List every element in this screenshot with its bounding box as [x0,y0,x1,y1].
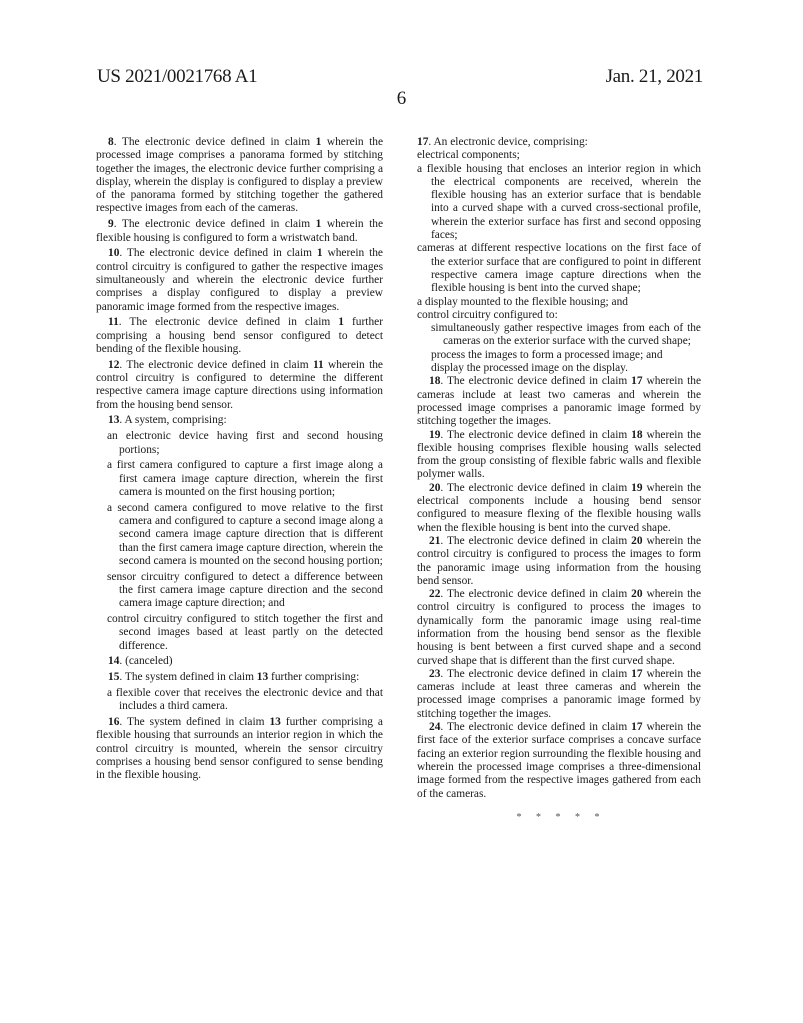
claim-18: 18. The electronic device defined in claim 17 wherein the cameras include at least two cameras and wherein the processed image comprises a panoramic image formed by stitching together the images. [417,375,701,428]
claim-23: 23. The electronic device defined in claim 17 wherein the cameras include at least three cameras and wherein the processed image comprises a panoramic image formed by stitching together the images. [417,667,701,720]
claim-22: 22. The electronic device defined in claim 20 wherein the control circuitry is configured to process the images to dynamically form the panoramic image using real-time information from the housing bend sensor as the flexible housing is bent between a first curved shape and a second curved shape that is different than the first curved shape. [417,588,701,667]
end-of-claims-marks: * * * * * [516,811,602,823]
claim-13-element: a first camera configured to capture a first image along a first camera image capture direction, wherein the first camera is mounted on the first housing portion; [107,459,383,498]
claim-17: 17. An electronic device, comprising: [417,136,588,148]
claim-13-element: sensor circuitry configured to detect a difference between the first camera image capture direction and the second camera image capture direction; and [107,570,383,610]
claim-13-element: control circuitry configured to stitch together the first and second images based at least partly on the detected difference. [107,613,383,652]
claim-14: 14. (canceled) [108,655,173,668]
claim-12: 12. The electronic device defined in claim 11 wherein the control circuitry is configured to determine the different respective camera image capture directions using information from the housing bend sensor. [96,358,383,411]
claim-17-element: a display mounted to the flexible housing; and [417,295,629,308]
claim-15: 15. The system defined in claim 13 further comprising: [108,671,360,684]
page-number: 6 [396,88,407,109]
claim-17-subelement: process the images to form a processed image; and [431,348,663,361]
claim-13-element: a second camera configured to move relative to the first camera and configured to capture a second image along a second camera image capture direction that is different than the first camera image capture direction, wherein the second camera is mounted on the second housing portion; [107,501,383,567]
claim-17-element: control circuitry configured to: [417,308,558,321]
claim-24: 24. The electronic device defined in claim 17 wherein the first face of the exterior surface comprises a concave surface facing an exterior region surrounding the flexible housing and wherein the processed image comprises a three-dimensional image formed from the respective images gathered from each of the cameras. [417,721,701,800]
claim-13: 13. A system, comprising: [108,414,227,427]
claim-9: 9. The electronic device defined in claim 1 wherein the flexible housing is configured to form a wristwatch band. [96,218,384,244]
claim-19: 19. The electronic device defined in claim 18 wherein the flexible housing comprises flexible housing walls selected from the group consisting of flexible fabric walls and flexible polymer walls. [417,428,701,481]
claim-17-subelement: display the processed image on the display. [431,362,628,375]
claims-column-right [417,136,701,824]
claim-21: 21. The electronic device defined in claim 20 wherein the control circuitry is configured to process the images to form the panoramic image using information from the housing bend sensor. [417,534,701,587]
header-date: Jan. 21, 2021 [605,66,703,87]
claim-10: 10. The electronic device defined in claim 1 wherein the control circuitry is configured to gather the respective images simultaneously and wherein the electronic device further comprises a display configured to display a preview panoramic image formed from the respective images. [96,247,383,313]
claim-20: 20. The electronic device defined in claim 19 wherein the electrical components include a housing bend sensor configured to measure flexing of the flexible housing walls when the flexible housing is bent into the curved shape. [417,481,701,534]
claim-17-element: a flexible housing that encloses an interior region in which the electrical components are received, wherein the flexible housing has an exterior surface that is bendable into a curved shape with a curved cross-sectional profile, wherein the exterior surface has first and second opposing faces; [417,162,701,242]
claim-17-element: cameras at different respective locations on the first face of the exterior surface that are configured to point in different respective camera image capture directions when the flexible housing is bent into the curved shape; [417,242,701,295]
claim-17-intro: electrical components; [417,149,520,162]
claim-13-element: an electronic device having first and second housing portions; [107,430,383,456]
claim-17-subelement: simultaneously gather respective images from each of the cameras on the exterior surface with the curved shape; [431,322,701,348]
claim-8: 8. The electronic device defined in claim 1 wherein the processed image comprises a panorama formed by stitching together the images, the electronic device further comprising a display, wherein the display is configured to display a preview of the panorama formed by stitching together the gathered respective images from each of the cameras. [96,136,384,215]
claim-15-element: a flexible cover that receives the electronic device and that includes a third camera. [107,687,383,713]
claim-16: 16. The system defined in claim 13 further comprising a flexible housing that surrounds an interior region in which the control circuitry is mounted, wherein the sensor circuitry comprises a housing bend sensor configured to sense bending in the flexible housing. [96,716,383,782]
header-publication-number: US 2021/0021768 A1 [97,66,258,87]
claims-column-left [96,136,383,785]
claim-11: 11. The electronic device defined in claim 1 further comprising a housing bend sensor configured to detect bending of the flexible housing. [96,316,383,355]
